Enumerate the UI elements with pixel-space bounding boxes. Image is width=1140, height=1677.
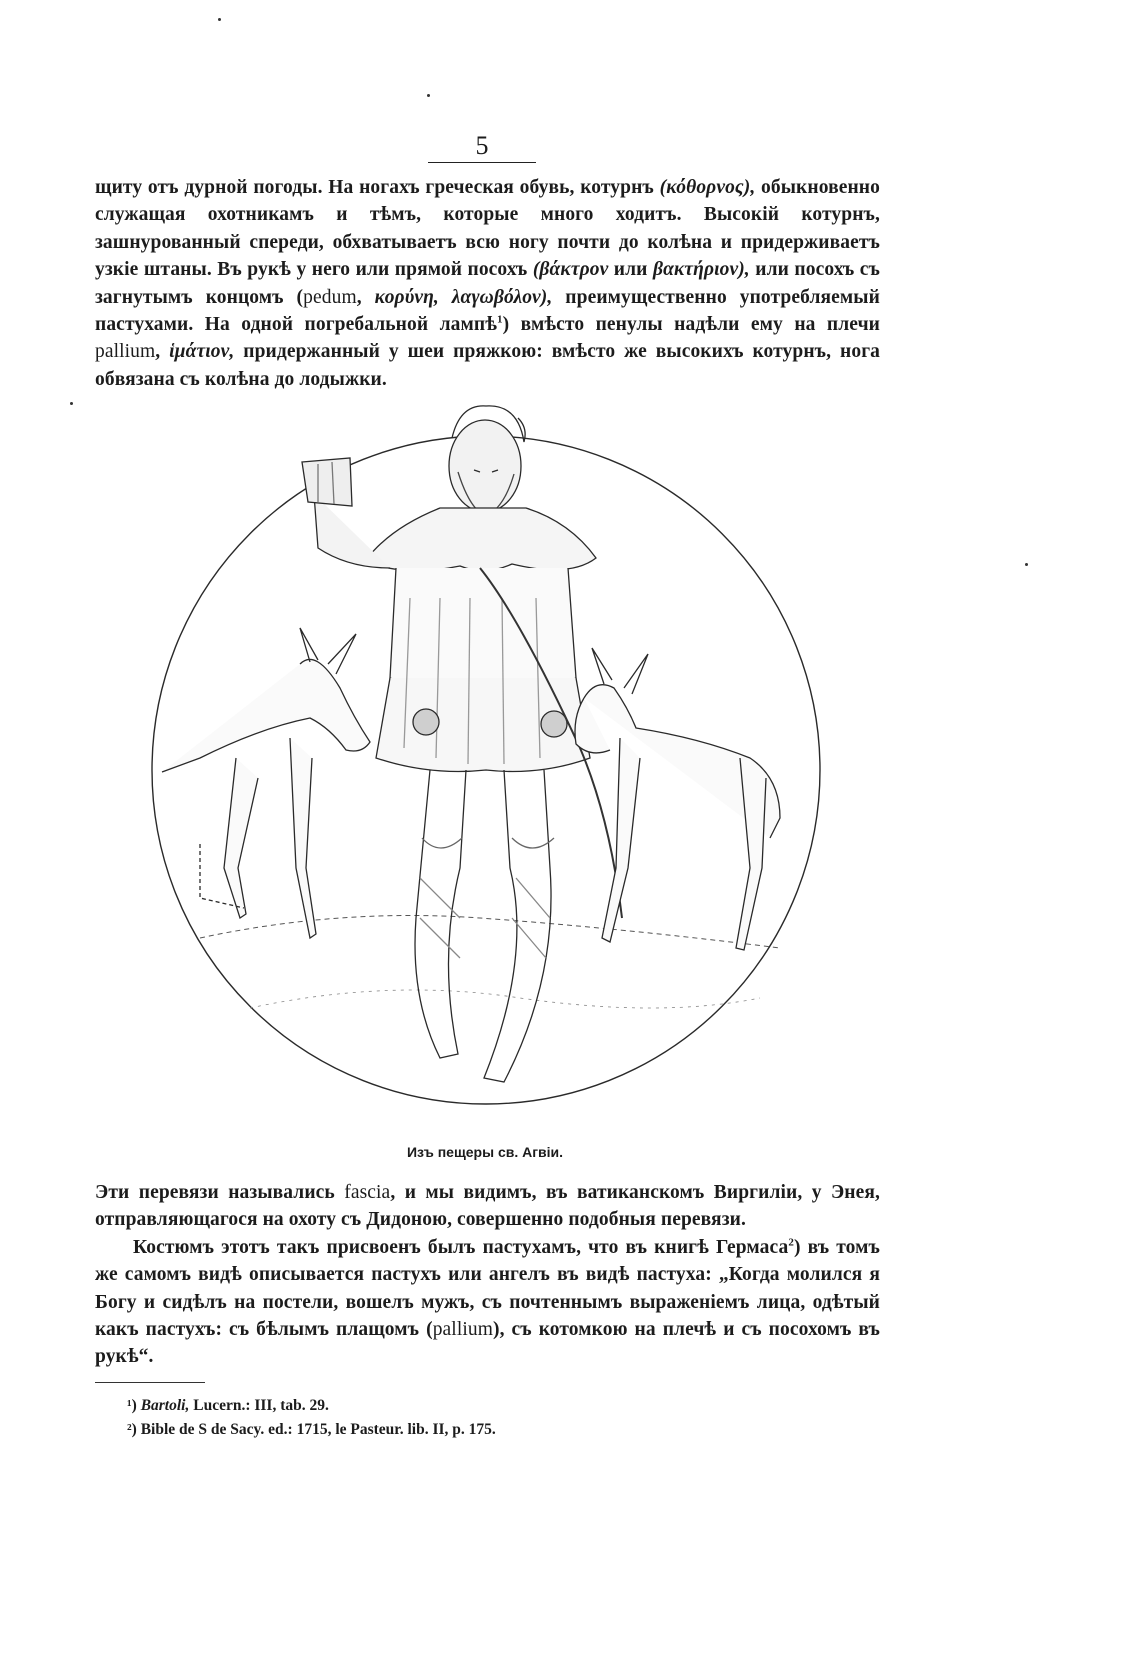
footnote-marker: ¹): [127, 1397, 137, 1414]
greek-term: κορύνη, λαγωβόλον),: [374, 286, 553, 308]
latin-term: pedum: [303, 286, 357, 308]
greek-term: ἱμάτιον,: [169, 341, 235, 363]
bottom-paragraphs: [95, 1179, 880, 1371]
scan-speck: [1025, 563, 1028, 566]
text-run: или посохъ съ загнутымъ концомъ (: [95, 259, 880, 308]
footnote-1: [127, 1394, 827, 1418]
scan-speck: [427, 94, 430, 97]
footnote-marker: ²): [127, 1421, 137, 1438]
footnote-text: Lucern.: III, tab. 29.: [189, 1397, 329, 1414]
footnote-text: Bible de S de Sacy. ed.: 1715, le Pasteur. lib. II, p. 175.: [136, 1421, 496, 1438]
latin-term: pallium: [432, 1319, 493, 1341]
text-run: Эти перевязи назывались: [95, 1182, 345, 1203]
greek-term: (κόθορνος),: [659, 177, 756, 198]
footnote-divider: [95, 1382, 205, 1383]
footnote-ref[interactable]: 1: [497, 313, 503, 326]
text-run: ,: [356, 286, 375, 308]
text-run: или: [608, 259, 653, 281]
latin-term: pallium: [95, 341, 156, 363]
goat-right: [575, 648, 780, 950]
greek-term: βακτήριον),: [652, 259, 750, 281]
figure-caption: Изъ пещеры св. Агвіи.: [406, 1144, 564, 1160]
paragraph-hermas: [95, 1234, 880, 1371]
text-run: обыкновенно служащая охотникамъ и тѣмъ, которые много ходитъ. Высокій котурнъ, зашнурованный спереди, обхватываетъ всю ногу почти до колѣна и придерживаетъ узкіе штаны. Въ рукѣ у него или прямой посохъ: [95, 177, 880, 281]
scan-speck: [218, 18, 221, 21]
text-run: ) вмѣсто пенулы надѣли ему на плечи: [502, 314, 881, 336]
ground-line: [200, 916, 780, 949]
text-run: щиту отъ дурной погоды. На ногахъ греческая обувь, котурнъ: [95, 177, 660, 198]
footnote-2: [127, 1418, 827, 1442]
greek-term: (βάκτρον: [532, 259, 609, 281]
footnotes: [127, 1394, 827, 1442]
text-run: , и мы видимъ, въ ватиканскомъ Виргиліи, у Энея, отправляющагося на охоту съ Дидоною, совершенно подобныя перевязи.: [95, 1182, 880, 1231]
text-run: ), съ котомкою на плечѣ и съ посохомъ въ рукѣ“.: [95, 1319, 880, 1368]
text-run: ) въ томъ же самомъ видѣ описывается пастухъ или ангелъ въ видѣ пастуха: „Когда молился я Богу и сидѣлъ на постели, вошелъ мужъ, съ почтеннымъ выраженіемъ лица, одѣтый какъ пастухъ: съ бѣлымъ плащомъ (: [95, 1236, 880, 1341]
text-run: придержанный у шеи пряжкою: вмѣсто же высокихъ котурнъ, нога обвязана съ колѣна до лодыжки.: [95, 341, 880, 390]
goat-left: [162, 628, 370, 938]
page-number: 5: [428, 132, 536, 163]
good-shepherd-illustration: [140, 398, 840, 1140]
scan-speck: [70, 402, 73, 405]
footnote-author: Bartoli,: [140, 1397, 190, 1414]
text-run: Костюмъ этотъ такъ присвоенъ былъ пастухамъ, что въ книгѣ Гермаса: [133, 1236, 789, 1258]
top-paragraph-text: [95, 174, 880, 393]
top-paragraph: [95, 174, 880, 393]
text-run: ,: [155, 341, 170, 363]
latin-term: fascia: [344, 1182, 391, 1203]
text-run: преимущественно употребляемый пастухами. На одной погребальной лампѣ: [95, 286, 880, 336]
footnote-ref[interactable]: 2: [788, 1236, 794, 1249]
paragraph-fascia: [95, 1179, 880, 1234]
